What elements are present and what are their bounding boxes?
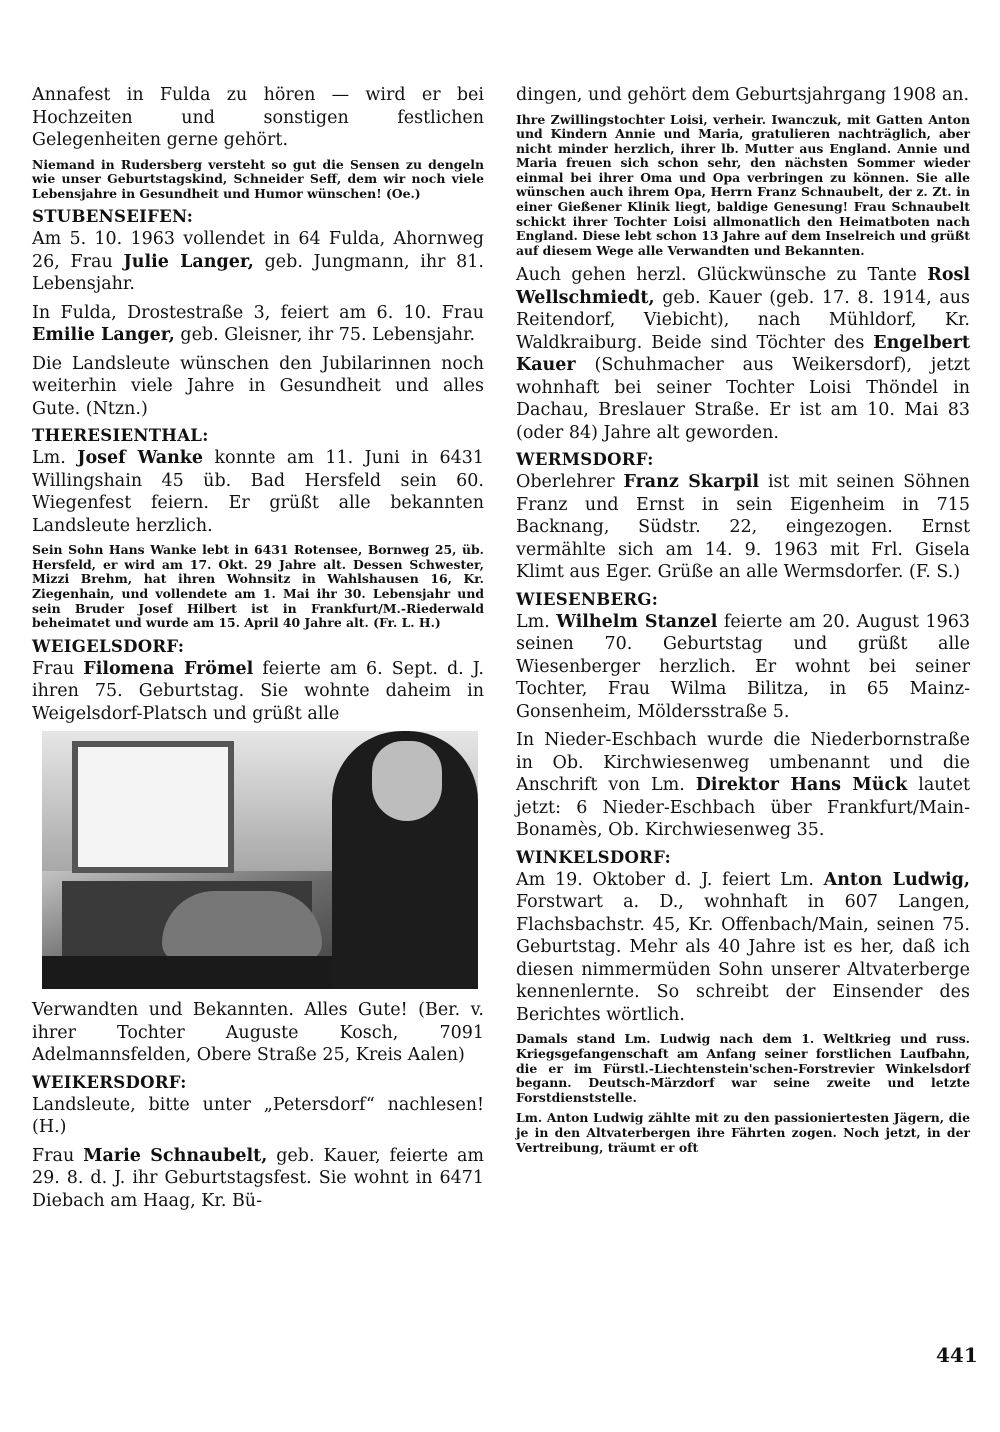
person-name: Wilhelm Stanzel	[556, 611, 718, 632]
person-name: Julie Langer,	[123, 251, 254, 272]
right-column	[516, 84, 970, 1161]
section-heading-stubenseifen: STUBENSEIFEN:	[32, 207, 194, 227]
person-name: Direktor Hans Mück	[695, 775, 908, 796]
person-name: Emilie Langer,	[32, 325, 175, 346]
paragraph: Frau Marie Schnaubelt, geb. Kauer, feierte am 29. 8. d. J. ihr Geburtstagsfest. Sie wohnt in 6471 Diebach am Haag, Kr. Bü-	[32, 1145, 484, 1211]
paragraph: In Fulda, Drostestraße 3, feiert am 6. 10. Frau Emilie Langer, geb. Gleisner, ihr 75. Lebensjahr.	[32, 302, 484, 346]
paragraph: dingen, und gehört dem Geburtsjahrgang 1908 an.	[516, 85, 970, 105]
paragraph: Lm. Wilhelm Stanzel feierte am 20. August 1963 seinen 70. Geburtstag und grüßt alle Wiesenberger herzlich. Er wohnt bei seiner Tochter, Frau Wilma Bilitza, in 65 Mainz-Gonsenheim, Möldersstraße 5.	[516, 611, 970, 722]
paragraph: Oberlehrer Franz Skarpil ist mit seinen Söhnen Franz und Ernst in sein Eigenheim in 715 Backnang, Südstr. 22, eingezogen. Ernst vermählte sich am 14. 9. 1963 mit Frl. Gisela Klimt aus Eger. Grüße an alle Wermsdorfer. (F. S.)	[516, 472, 970, 583]
paragraph: In Nieder-Eschbach wurde die Niederbornstraße in Ob. Kirchwiesenweg umbenannt und die Anschrift von Lm. Direktor Hans Mück lautet jetzt: 6 Nieder-Eschbach über Frankfurt/Main-Bonamès, Ob. Kirchwiesenweg 35.	[516, 730, 970, 841]
person-name: Rosl Wellschmiedt,	[516, 265, 970, 308]
section-heading-wiesenberg: WIESENBERG:	[516, 589, 659, 609]
paragraph: Ihre Zwillingstochter Loisi, verheir. Iwanczuk, mit Gatten Anton und Kindern Annie und Maria, gratulieren nachträglich, aber nicht minder herzlich, ihrer lb. Mutter aus England. Annie und Maria freuen sich schon sehr, den nächsten Sommer wieder einmal bei ihrer Oma und Opa verbringen zu können. Sie alle wünschen auch ihrem Opa, Herrn Franz Schnaubelt, der z. Zt. in einer Gießener Klinik liegt, baldige Genesung! Frau Schnaubelt schickt ihrer Tochter Loisi allmonatlich den Heimatboten nach England. Diese lebt schon 13 Jahre auf dem Inselreich und grüßt auf diesem Wege alle Verwandten und Bekannten.	[516, 111, 970, 258]
section-heading-wermsdorf: WERMSDORF:	[516, 450, 654, 470]
paragraph: Annafest in Fulda zu hören — wird er bei Hochzeiten und sonstigen festlichen Gelegenheiten gerne gehört.	[32, 85, 484, 150]
paragraph: Auch gehen herzl. Glückwünsche zu Tante Rosl Wellschmiedt, geb. Kauer (geb. 17. 8. 1914, aus Reitendorf, Viebicht), nach Mühldorf, Kr. Waldkraiburg. Beide sind Töchter des Engelbert Kauer (Schuhmacher aus Weikersdorf), jetzt wohnhaft bei seiner Tochter Loisi Thöndel in Dachau, Breslauer Straße. Er ist am 10. Mai 83 (oder 84) Jahre alt geworden.	[516, 265, 970, 443]
page-number: 441	[936, 1343, 978, 1367]
left-column	[32, 84, 484, 1218]
person-name: Anton Ludwig,	[823, 869, 970, 890]
paragraph: Damals stand Lm. Ludwig nach dem 1. Weltkrieg und russ. Kriegsgefangenschaft am Anfang seiner forstlichen Laufbahn, die er im Fürstl.-Liechtenstein'schen-Forstrevier Winkelsdorf begann. Deutsch-Märzdorf war seine zweite und letzte Forstdienststelle.	[516, 1031, 970, 1105]
paragraph: Frau Filomena Frömel feierte am 6. Sept. d. J. ihren 75. Geburtstag. Sie wohnte daheim in Weigelsdorf-Platsch und grüßt alle	[32, 658, 484, 724]
person-name: Franz Schnaubelt,	[757, 184, 884, 200]
paragraph: Niemand in Rudersberg versteht so gut die Sensen zu dengeln wie unser Geburtstagskind, Schneider Seff, dem wir noch viele Lebensjahre in Gesundheit und Humor wünschen! (Oe.)	[32, 156, 484, 201]
section-heading-weigelsdorf: WEIGELSDORF:	[32, 636, 185, 656]
person-name: Josef Wanke	[77, 448, 204, 469]
portrait-photo	[42, 731, 478, 989]
person-name: Marie Schnaubelt,	[83, 1145, 268, 1166]
person-name: Franz Skarpil	[623, 472, 760, 493]
paragraph: Die Landsleute wünschen den Jubilarinnen noch weiterhin viele Jahre in Gesundheit und alles Gute. (Ntzn.)	[32, 353, 484, 419]
section-heading-weikersdorf: WEIKERSDORF:	[32, 1072, 187, 1092]
paragraph: Landsleute, bitte unter „Petersdorf“ nachlesen! (H.)	[32, 1094, 484, 1138]
person-name: Filomena Frömel	[83, 658, 254, 679]
paragraph: Sein Sohn Hans Wanke lebt in 6431 Rotensee, Bornweg 25, üb. Hersfeld, er wird am 17. Okt. 29 Jahre alt. Dessen Schwester, Mizzi Brehm, hat ihren Wohnsitz in Wahlshausen 16, Kr. Ziegenhain, und vollendete am 1. Mai ihr 30. Lebensjahr und sein Bruder Josef Hilbert ist in Frankfurt/M.-Riederwald beheimatet und wurde am 15. April 40 Jahre alt. (Fr. L. H.)	[32, 542, 484, 631]
paragraph: Verwandten und Bekannten. Alles Gute! (Ber. v. ihrer Tochter Auguste Kosch, 7091 Adelmannsfelden, Obere Straße 25, Kreis Aalen)	[32, 1000, 484, 1066]
section-heading-theresienthal: THERESIENTHAL:	[32, 426, 209, 446]
section-heading-winkelsdorf: WINKELSDORF:	[516, 847, 671, 867]
paragraph: Lm. Josef Wanke konnte am 11. Juni in 6431 Willingshain 45 üb. Bad Hersfeld sein 60. Wiegenfest feiern. Er grüßt alle bekannten Landsleute herzlich.	[32, 448, 484, 536]
person-name: Engelbert Kauer	[516, 332, 970, 376]
paragraph: Am 19. Oktober d. J. feiert Lm. Anton Ludwig, Forstwart a. D., wohnhaft in 607 Langen, Flachsbachstr. 45, Kr. Offenbach/Main, seinen 75. Geburtstag. Mehr als 40 Jahre ist es her, daß ich diesen nimmermüden Sohn unserer Altvaterberge kennenlernte. So schreibt der Einsender des Berichtes wörtlich.	[516, 869, 970, 1025]
paragraph: Lm. Anton Ludwig zählte mit zu den passioniertesten Jägern, die je in den Altvaterbergen ihre Fährten zogen. Noch jetzt, in der Vertreibung, träumt er oft	[516, 1110, 970, 1155]
paragraph: Am 5. 10. 1963 vollendet in 64 Fulda, Ahornweg 26, Frau Julie Langer, geb. Jungmann, ihr 81. Lebensjahr.	[32, 229, 484, 295]
